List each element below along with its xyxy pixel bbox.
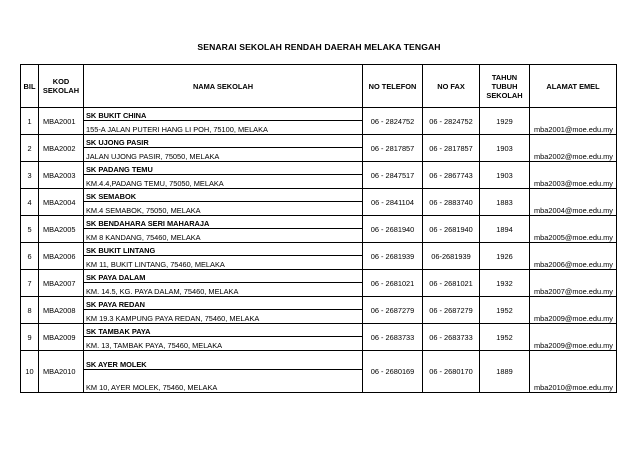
cell-school-name: SK UJONG PASIR [84, 135, 363, 148]
cell-bil: 2 [21, 135, 39, 162]
cell-tahun: 1903 [480, 135, 530, 162]
cell-school-address: KM.4.4,PADANG TEMU, 75050, MELAKA [84, 175, 363, 189]
page-title: SENARAI SEKOLAH RENDAH DAERAH MELAKA TENGAH [197, 42, 441, 52]
cell-school-name: SK AYER MOLEK [84, 351, 363, 370]
cell-kod: MBA2008 [39, 297, 84, 324]
cell-tahun: 1903 [480, 162, 530, 189]
cell-school-address: KM. 14.5, KG. PAYA DALAM, 75460, MELAKA [84, 283, 363, 297]
cell-kod: MBA2002 [39, 135, 84, 162]
cell-fax: 06 - 2817857 [423, 135, 480, 162]
cell-school-name: SK BENDAHARA SERI MAHARAJA [84, 216, 363, 229]
cell-school-address: KM 11, BUKIT LINTANG, 75460, MELAKA [84, 256, 363, 270]
cell-emel: mba2010@moe.edu.my [530, 351, 617, 393]
cell-emel: mba2009@moe.edu.my [530, 297, 617, 324]
table-row [21, 216, 617, 229]
cell-kod: MBA2007 [39, 270, 84, 297]
cell-telefon: 06 - 2841104 [363, 189, 423, 216]
table-row [21, 351, 617, 370]
cell-tahun: 1926 [480, 243, 530, 270]
cell-bil: 7 [21, 270, 39, 297]
cell-tahun: 1889 [480, 351, 530, 393]
cell-school-name: SK SEMABOK [84, 189, 363, 202]
cell-school-address: 155-A JALAN PUTERI HANG LI POH, 75100, MELAKA [84, 121, 363, 135]
cell-school-name: SK TAMBAK PAYA [84, 324, 363, 337]
cell-emel: mba2009@moe.edu.my [530, 324, 617, 351]
cell-school-address: KM.4 SEMABOK, 75050, MELAKA [84, 202, 363, 216]
cell-bil: 5 [21, 216, 39, 243]
table-row [21, 270, 617, 283]
cell-emel: mba2001@moe.edu.my [530, 108, 617, 135]
cell-school-name: SK PAYA REDAN [84, 297, 363, 310]
cell-telefon: 06 - 2681939 [363, 243, 423, 270]
cell-bil: 4 [21, 189, 39, 216]
cell-fax: 06 - 2867743 [423, 162, 480, 189]
cell-telefon: 06 - 2680169 [363, 351, 423, 393]
cell-school-name: SK PADANG TEMU [84, 162, 363, 175]
cell-school-address: KM. 13, TAMBAK PAYA, 75460, MELAKA [84, 337, 363, 351]
cell-tahun: 1952 [480, 324, 530, 351]
cell-telefon: 06 - 2687279 [363, 297, 423, 324]
cell-bil: 10 [21, 351, 39, 393]
cell-kod: MBA2009 [39, 324, 84, 351]
table-row [21, 189, 617, 202]
table-row [21, 162, 617, 175]
cell-school-name: SK PAYA DALAM [84, 270, 363, 283]
cell-telefon: 06 - 2847517 [363, 162, 423, 189]
cell-tahun: 1932 [480, 270, 530, 297]
cell-kod: MBA2003 [39, 162, 84, 189]
cell-bil: 9 [21, 324, 39, 351]
table-row [21, 297, 617, 310]
cell-bil: 8 [21, 297, 39, 324]
cell-school-address: KM 8 KANDANG, 75460, MELAKA [84, 229, 363, 243]
cell-emel: mba2002@moe.edu.my [530, 135, 617, 162]
table-row [21, 243, 617, 256]
cell-fax: 06 - 2681021 [423, 270, 480, 297]
cell-school-address: KM 19.3 KAMPUNG PAYA REDAN, 75460, MELAKA [84, 310, 363, 324]
school-table [20, 64, 617, 393]
cell-tahun: 1929 [480, 108, 530, 135]
header-nama: NAMA SEKOLAH [84, 65, 363, 108]
cell-kod: MBA2004 [39, 189, 84, 216]
table-row [21, 324, 617, 337]
cell-bil: 6 [21, 243, 39, 270]
cell-telefon: 06 - 2681940 [363, 216, 423, 243]
cell-fax: 06 - 2683733 [423, 324, 480, 351]
cell-bil: 1 [21, 108, 39, 135]
cell-tahun: 1883 [480, 189, 530, 216]
cell-fax: 06 - 2824752 [423, 108, 480, 135]
cell-telefon: 06 - 2683733 [363, 324, 423, 351]
table-row [21, 108, 617, 121]
cell-school-address: JALAN UJONG PASIR, 75050, MELAKA [84, 148, 363, 162]
cell-school-address: KM 10, AYER MOLEK, 75460, MELAKA [84, 370, 363, 393]
cell-telefon: 06 - 2681021 [363, 270, 423, 297]
cell-school-name: SK BUKIT LINTANG [84, 243, 363, 256]
cell-tahun: 1952 [480, 297, 530, 324]
cell-emel: mba2006@moe.edu.my [530, 243, 617, 270]
cell-fax: 06 - 2883740 [423, 189, 480, 216]
cell-kod: MBA2005 [39, 216, 84, 243]
header-tahun: TAHUN TUBUH SEKOLAH [480, 65, 530, 108]
header-row [21, 65, 617, 108]
cell-kod: MBA2001 [39, 108, 84, 135]
table-row [21, 135, 617, 148]
cell-tahun: 1894 [480, 216, 530, 243]
cell-emel: mba2003@moe.edu.my [530, 162, 617, 189]
header-bil: BIL [21, 65, 39, 108]
cell-kod: MBA2010 [39, 351, 84, 393]
header-telefon: NO TELEFON [363, 65, 423, 108]
cell-fax: 06 - 2687279 [423, 297, 480, 324]
cell-fax: 06 - 2680170 [423, 351, 480, 393]
cell-telefon: 06 - 2824752 [363, 108, 423, 135]
cell-bil: 3 [21, 162, 39, 189]
header-fax: NO FAX [423, 65, 480, 108]
cell-emel: mba2004@moe.edu.my [530, 189, 617, 216]
cell-kod: MBA2006 [39, 243, 84, 270]
cell-school-name: SK BUKIT CHINA [84, 108, 363, 121]
cell-fax: 06 - 2681940 [423, 216, 480, 243]
cell-fax: 06-2681939 [423, 243, 480, 270]
header-kod: KOD SEKOLAH [39, 65, 84, 108]
cell-emel: mba2005@moe.edu.my [530, 216, 617, 243]
cell-emel: mba2007@moe.edu.my [530, 270, 617, 297]
cell-telefon: 06 - 2817857 [363, 135, 423, 162]
header-emel: ALAMAT EMEL [530, 65, 617, 108]
